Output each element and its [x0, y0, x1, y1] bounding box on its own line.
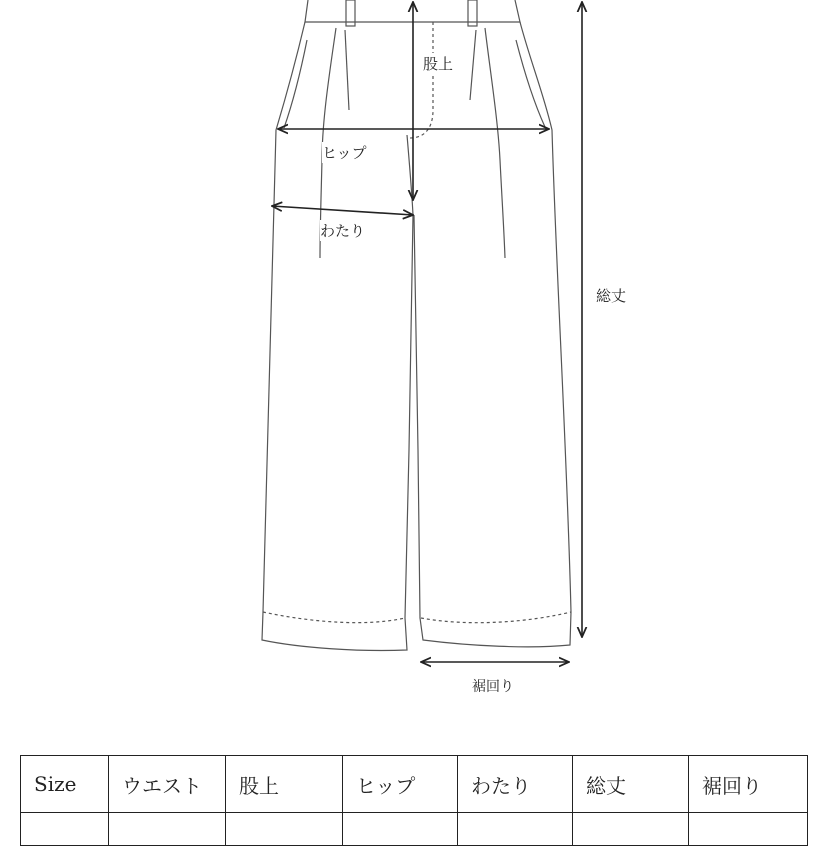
label-hem: 裾回り — [472, 676, 514, 696]
label-thigh: わたり — [320, 222, 366, 240]
table-cell — [458, 813, 573, 846]
size-table — [20, 755, 808, 846]
table-cell — [343, 813, 458, 846]
measure-arrows — [272, 2, 582, 662]
table-cell — [689, 813, 808, 846]
label-length: 総丈 — [596, 287, 627, 305]
col-header-hem: 裾回り — [689, 756, 808, 813]
table-cell — [21, 813, 109, 846]
thigh-arrow — [272, 206, 413, 215]
table-row — [21, 813, 808, 846]
pants-outline — [262, 0, 571, 651]
table-header-row — [21, 756, 808, 813]
label-rise: 股上 — [423, 55, 454, 73]
table-cell — [109, 813, 226, 846]
col-header-rise: 股上 — [226, 756, 343, 813]
col-header-waist: ウエスト — [109, 756, 226, 813]
col-header-hip: ヒップ — [343, 756, 458, 813]
col-header-length: 総丈 — [573, 756, 689, 813]
col-header-size: Size — [21, 756, 109, 813]
table-cell — [226, 813, 343, 846]
label-hip: ヒップ — [322, 144, 367, 162]
col-header-thigh: わたり — [458, 756, 573, 813]
table-cell — [573, 813, 689, 846]
